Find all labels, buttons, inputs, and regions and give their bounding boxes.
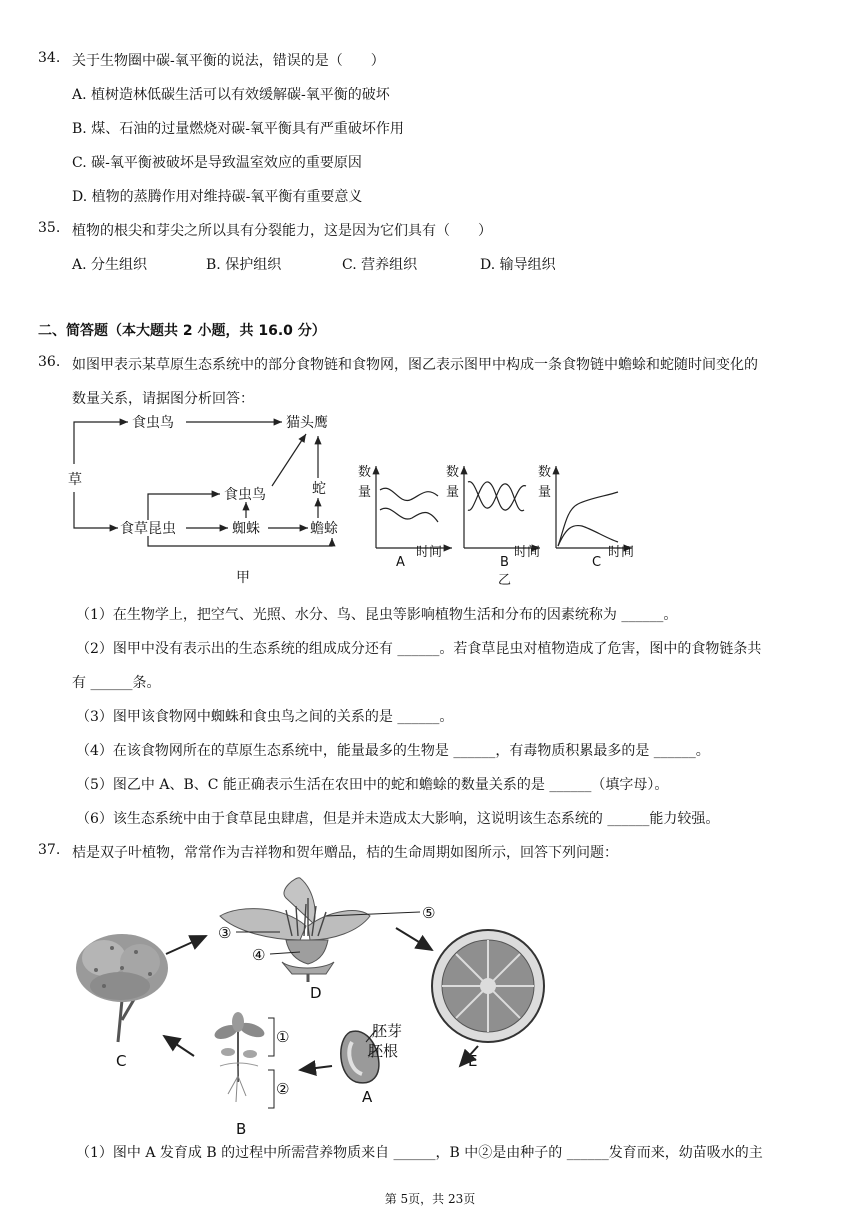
graph-c-letter: C (592, 555, 602, 570)
graph-b-ylabel-2: 量 (446, 485, 460, 500)
q36-sub-4: （4）在该食物网所在的草原生态系统中，能量最多的生物是 ______，有毒物质积累最多的是 ______。 (76, 743, 710, 759)
q34-option-c: C. 碳-氧平衡被破坏是导致温室效应的重要原因 (72, 155, 362, 171)
label-c: C (116, 1052, 127, 1070)
node-insect-bird-top: 食虫鸟 (132, 415, 174, 431)
node-herbivorous-insect: 食草昆虫 (120, 521, 176, 537)
graph-b-xlabel: 时间 (514, 545, 541, 560)
seedling-illustration (213, 1012, 274, 1108)
label-circled-3: ③ (218, 924, 232, 942)
food-web-diagram (60, 412, 360, 588)
population-graphs (356, 460, 646, 588)
q37-stem: 桔是双子叶植物，常常作为吉祥物和贺年赠品，桔的生命周期如图所示，回答下列问题： (72, 845, 618, 861)
graph-a-ylabel-1: 数 (358, 465, 372, 480)
q36-stem-line1: 如图甲表示某草原生态系统中的部分食物链和食物网，图乙表示图甲中构成一条食物链中蟾蜍和蛇随时间变化的 (72, 357, 758, 373)
q36-sub-2-cont: 有 ______条。 (72, 675, 161, 691)
graph-c-ylabel-2: 量 (538, 485, 552, 500)
label-d: D (310, 984, 322, 1002)
q35-option-b: B. 保护组织 (206, 257, 282, 273)
label-embryo-bud: 胚芽 (372, 1022, 403, 1040)
q36-sub-3: （3）图甲该食物网中蜘蛛和食虫鸟之间的关系的是 ______。 (76, 709, 454, 725)
q37-number: 37. (38, 842, 61, 858)
label-a: A (362, 1088, 373, 1106)
life-cycle-figure (60, 870, 560, 1160)
q35-option-a: A. 分生组织 (72, 257, 148, 273)
graph-a-ylabel-2: 量 (358, 485, 372, 500)
q36-stem-line2: 数量关系，请据图分析回答： (72, 391, 254, 407)
q36-sub-6: （6）该生态系统中由于食草昆虫肆虐，但是并未造成太大影响，这说明该生态系统的 ______能力较强。 (76, 811, 720, 827)
node-snake: 蛇 (312, 481, 326, 497)
figure-label-yi: 乙 (498, 573, 512, 588)
q35-option-d: D. 输导组织 (480, 257, 556, 273)
graph-b-letter: B (500, 555, 509, 570)
fruit-illustration (432, 930, 544, 1042)
label-circled-4: ④ (252, 946, 266, 964)
q36-number: 36. (38, 354, 61, 370)
q35-option-c: C. 营养组织 (342, 257, 418, 273)
node-insect-bird-mid: 食虫鸟 (224, 487, 266, 503)
node-grass: 草 (68, 472, 82, 488)
label-circled-1: ① (276, 1028, 290, 1046)
graph-c-xlabel: 时间 (608, 545, 635, 560)
label-embryo-root: 胚根 (368, 1042, 399, 1060)
section-title: 二、简答题（本大题共 2 小题，共 16.0 分） (38, 323, 326, 339)
node-spider: 蜘蛛 (232, 521, 260, 537)
tree-illustration (76, 934, 168, 1042)
q37-sub-1: （1）图中 A 发育成 B 的过程中所需营养物质来自 ______，B 中②是由种子的 ______发育而来，幼苗吸水的主 (76, 1145, 763, 1161)
graph-b-ylabel-1: 数 (446, 465, 460, 480)
q34-option-a: A. 植树造林低碳生活可以有效缓解碳-氧平衡的破坏 (72, 87, 390, 103)
q36-sub-1: （1）在生物学上，把空气、光照、水分、鸟、昆虫等影响植物生活和分布的因素统称为 ______。 (76, 607, 678, 623)
q35-stem: 植物的根尖和芽尖之所以具有分裂能力，这是因为它们具有（ ） (72, 223, 492, 239)
flower-illustration (220, 878, 420, 982)
figure-label-jia: 甲 (236, 570, 250, 586)
q36-sub-5: （5）图乙中 A、B、C 能正确表示生活在农田中的蛇和蟾蜍的数量关系的是 ______（填字母）。 (76, 777, 669, 793)
label-e: E (468, 1052, 478, 1070)
q34-number: 34. (38, 50, 61, 66)
label-circled-2: ② (276, 1080, 290, 1098)
page-footer: 第 5页，共 23页 (384, 1192, 476, 1206)
graph-c-ylabel-1: 数 (538, 465, 552, 480)
node-toad: 蟾蜍 (310, 521, 338, 537)
q34-stem: 关于生物圈中碳-氧平衡的说法，错误的是（ ） (72, 53, 385, 69)
q36-sub-2: （2）图甲中没有表示出的生态系统的组成成分还有 ______。若食草昆虫对植物造成了危害，图中的食物链条共 (76, 641, 762, 657)
q34-option-b: B. 煤、石油的过量燃烧对碳-氧平衡具有严重破坏作用 (72, 121, 404, 137)
node-owl: 猫头鹰 (286, 415, 328, 431)
q35-number: 35. (38, 220, 61, 236)
label-b: B (236, 1120, 247, 1138)
label-circled-5: ⑤ (422, 904, 436, 922)
graph-a-letter: A (396, 555, 405, 570)
q34-option-d: D. 植物的蒸腾作用对维持碳-氧平衡有重要意义 (72, 189, 363, 205)
graph-a-xlabel: 时间 (416, 545, 443, 560)
